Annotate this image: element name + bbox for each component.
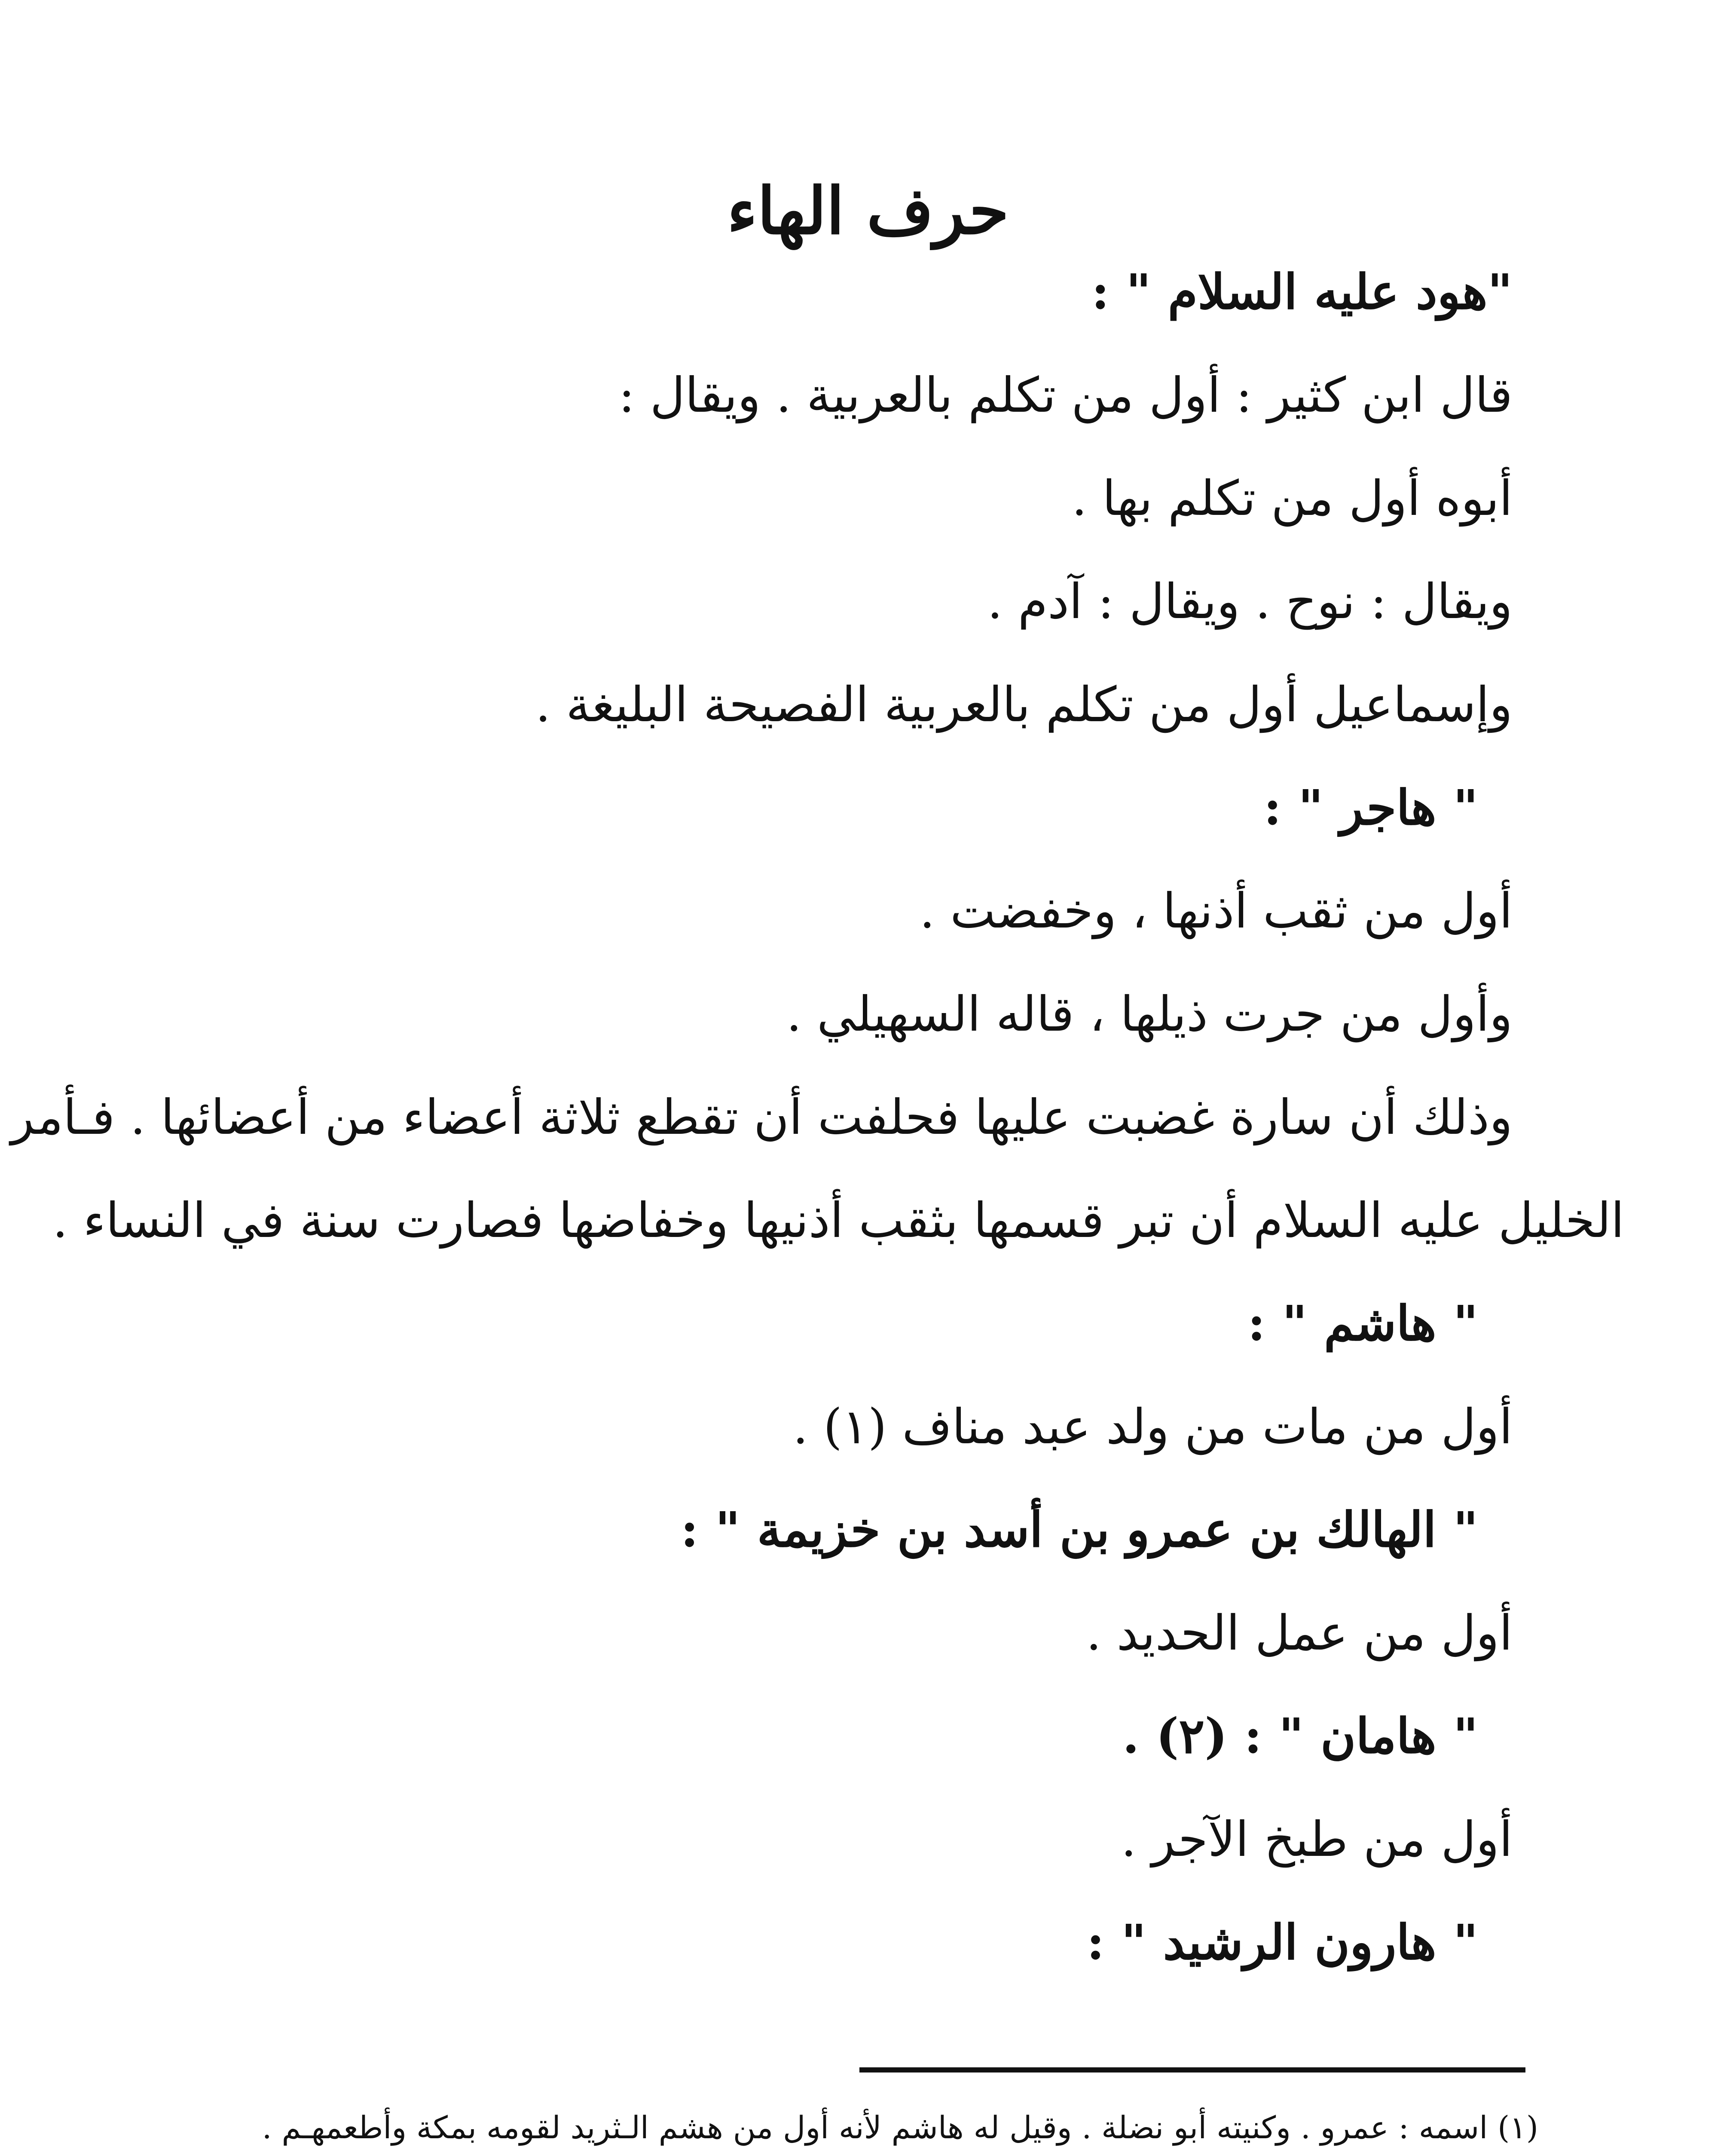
entry-heading-hud: "هود عليه السلام " : bbox=[1091, 264, 1513, 320]
entry-heading-hajar: " هاجر " : bbox=[1263, 780, 1478, 836]
text-line: وإسماعيل أول من تكلم بالعربية الفصيحة البليغة . bbox=[535, 677, 1513, 733]
text-line: وأول من جرت ذيلها ، قاله السهيلي . bbox=[786, 986, 1513, 1042]
entry-heading-halik: " الهالك بن عمرو بن أسد بن خزيمة " : bbox=[681, 1502, 1478, 1558]
footnotes bbox=[120, 2097, 1538, 2149]
entry-heading-harun: " هارون الرشيد " : bbox=[1086, 1914, 1478, 1971]
main-text bbox=[11, 241, 1624, 1994]
text-line: الخليل عليه السلام أن تبر قسمها بثقب أذنيها وخفاضها فصارت سنة في النساء . bbox=[52, 1193, 1624, 1249]
entry-heading-hashim: " هاشم " : bbox=[1247, 1295, 1478, 1352]
text-line: أول من عمل الحديد . bbox=[1086, 1605, 1513, 1661]
text-line: أول من ثقب أذنها ، وخفضت . bbox=[920, 883, 1513, 939]
text-line: قال ابن كثير : أول من تكلم بالعربية . ويقال : bbox=[618, 367, 1513, 423]
text-line: ويقال : نوح . ويقال : آدم . bbox=[987, 574, 1513, 630]
footnote-1: (١) اسمه : عمرو . وكنيته أبو نضلة . وقيل له هاشم لأنه أول من هشم الـثريد لقومه بمكة وأطعمهـم . bbox=[262, 2109, 1538, 2146]
entry-heading-haman: " هامان " : (٢) . bbox=[1122, 1708, 1478, 1764]
text-line: أول من طبخ الآجر . bbox=[1121, 1812, 1513, 1867]
text-line: أول من مات من ولد عبد مناف (١) . bbox=[792, 1399, 1513, 1455]
page-title: حرف الهاء bbox=[727, 173, 1009, 249]
text-line: أبوه أول من تكلم بها . bbox=[1072, 471, 1513, 527]
text-line: وذلك أن سارة غضبت عليها فحلفت أن تقطع ثلاثة أعضاء من أعضائها . فـأمر bbox=[11, 1090, 1513, 1145]
footnote-separator bbox=[859, 2067, 1525, 2072]
